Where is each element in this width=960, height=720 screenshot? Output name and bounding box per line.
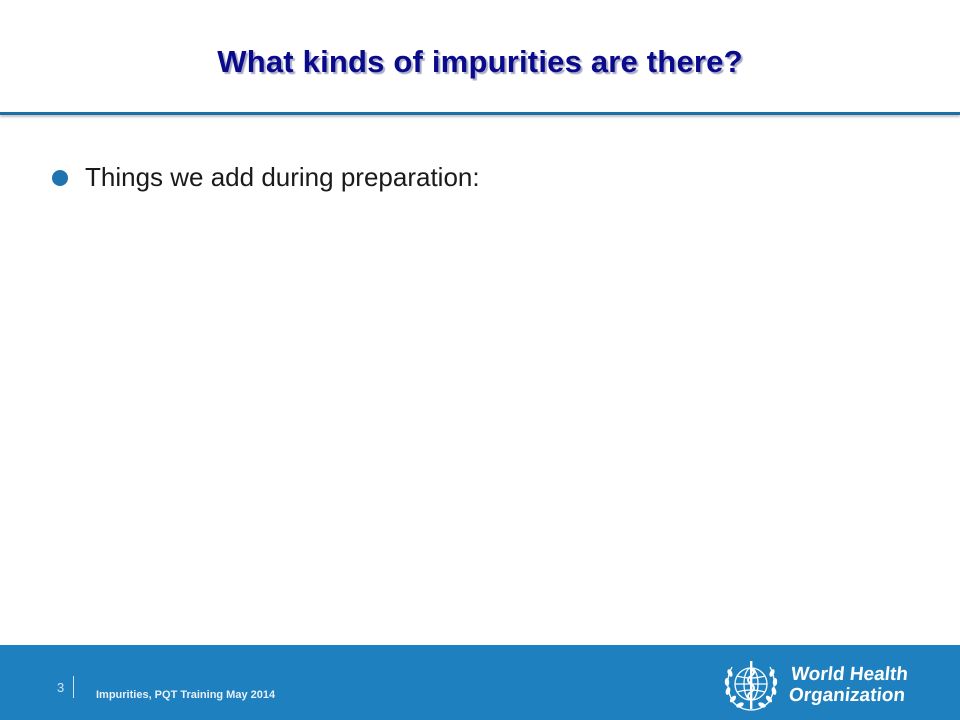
slide-title: What kinds of impurities are there? [217, 44, 743, 79]
who-name-line2: Organization [787, 685, 907, 706]
page-number: 3 [57, 680, 65, 695]
bullet-item [52, 162, 480, 193]
who-emblem-icon [720, 655, 782, 715]
footer-text: Impurities, PQT Training May 2014 [96, 689, 276, 701]
page-number-separator [73, 676, 74, 698]
bullet-text: Things we add during preparation: [85, 162, 480, 192]
footer-band [0, 645, 960, 720]
bullet-dot-icon [52, 170, 68, 186]
who-name-line1: World Health [790, 664, 910, 685]
who-logo [720, 655, 910, 715]
title-divider [0, 112, 960, 115]
who-name [788, 664, 909, 706]
